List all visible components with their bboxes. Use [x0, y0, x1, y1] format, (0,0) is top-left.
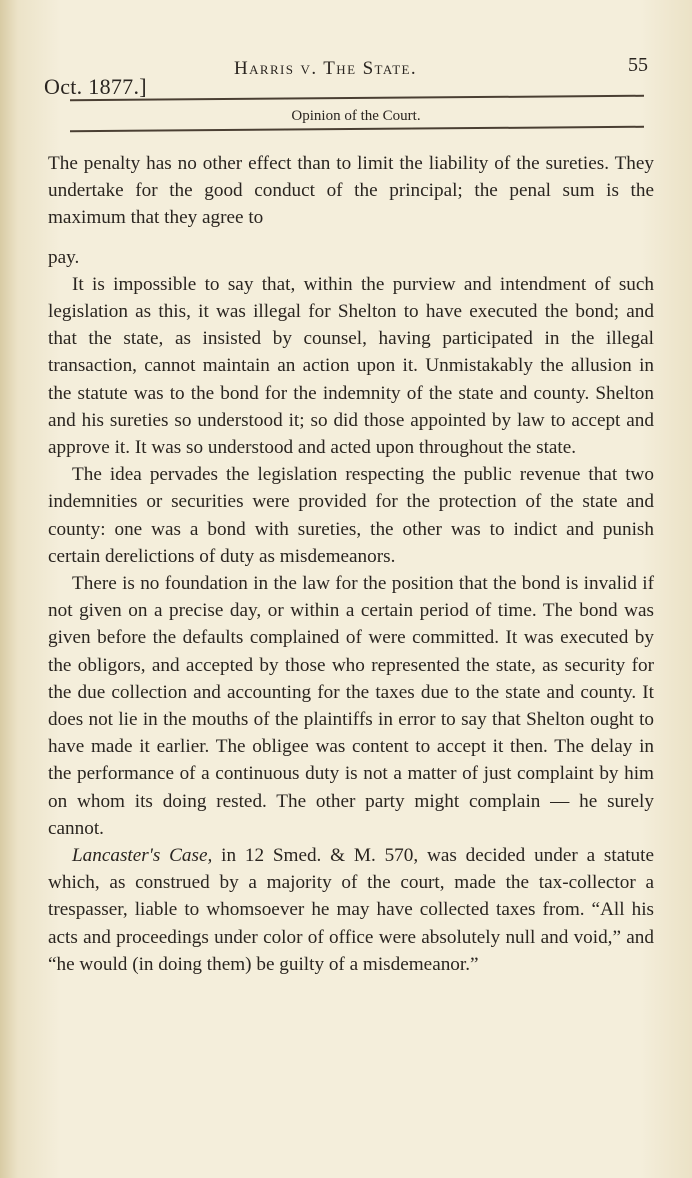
- paragraph-1-end: pay.: [48, 246, 80, 268]
- section-label: Opinion of the Court.: [291, 108, 421, 124]
- case-citation: Lancaster's Case,: [72, 845, 213, 867]
- page-number: 55: [628, 54, 648, 76]
- paragraph-5-text: in 12 Smed. & M. 570, was decided under a statute which, as construed by a majority of the court, made the tax-collector a trespasser, liable to whomsoever he may have collected taxes from. “All his acts and proceedings under color of office were absolutely null and void,” and “he would (in doing them) be guilty of a misdemeanor.”: [48, 845, 654, 975]
- section-rule: [70, 126, 644, 132]
- header-date: Oct. 1877.]: [44, 74, 147, 99]
- running-header: [44, 54, 648, 99]
- paragraph-5: [48, 842, 654, 978]
- paragraph-1: [48, 150, 654, 271]
- paragraph-2: It is impossible to say that, within the purview and intendment of such legislation as this, it was illegal for Shelton to have executed the bond; and that the state, as insisted by counsel, having participated in the illegal transaction, cannot maintain an action upon it. Unmistakably the allusion in the statute was to the bond for the indemnity of the state and county. Shelton and his sureties so understood it; so did those appointed by law to accept and approve it. It was so understood and acted upon throughout the state.: [48, 273, 654, 459]
- running-title: Harris v. The State.: [234, 58, 418, 79]
- header-rule: [70, 95, 644, 101]
- paragraph-1-text: The penalty has no other effect than to limit the liability of the sureties. They undertake for the good conduct of the principal; the penal sum is the maximum that they agree to: [48, 153, 654, 229]
- opinion-text: [48, 150, 654, 978]
- paragraph-3: The idea pervades the legislation respecting the public revenue that two indemnities or securities were provided for the protection of the state and county: one was a bond with sureties, the other was to indict and punish certain derelictions of duty as misdemeanors.: [48, 464, 654, 567]
- paragraph-4: There is no foundation in the law for the position that the bond is invalid if not given on a precise day, or within a certain period of time. The bond was given before the defaults complained of were committed. It was executed by the obligors, and accepted by those who represented the state, as security for the due collection and accounting for the taxes due to the state and county. It does not lie in the mouths of the plaintiffs in error to say that Shelton ought to have made it earlier. The obligee was content to accept it then. The delay in the performance of a continuous duty is not a matter of just complaint by him on whom its doing rested. The other party might complain — he surely cannot.: [48, 573, 654, 839]
